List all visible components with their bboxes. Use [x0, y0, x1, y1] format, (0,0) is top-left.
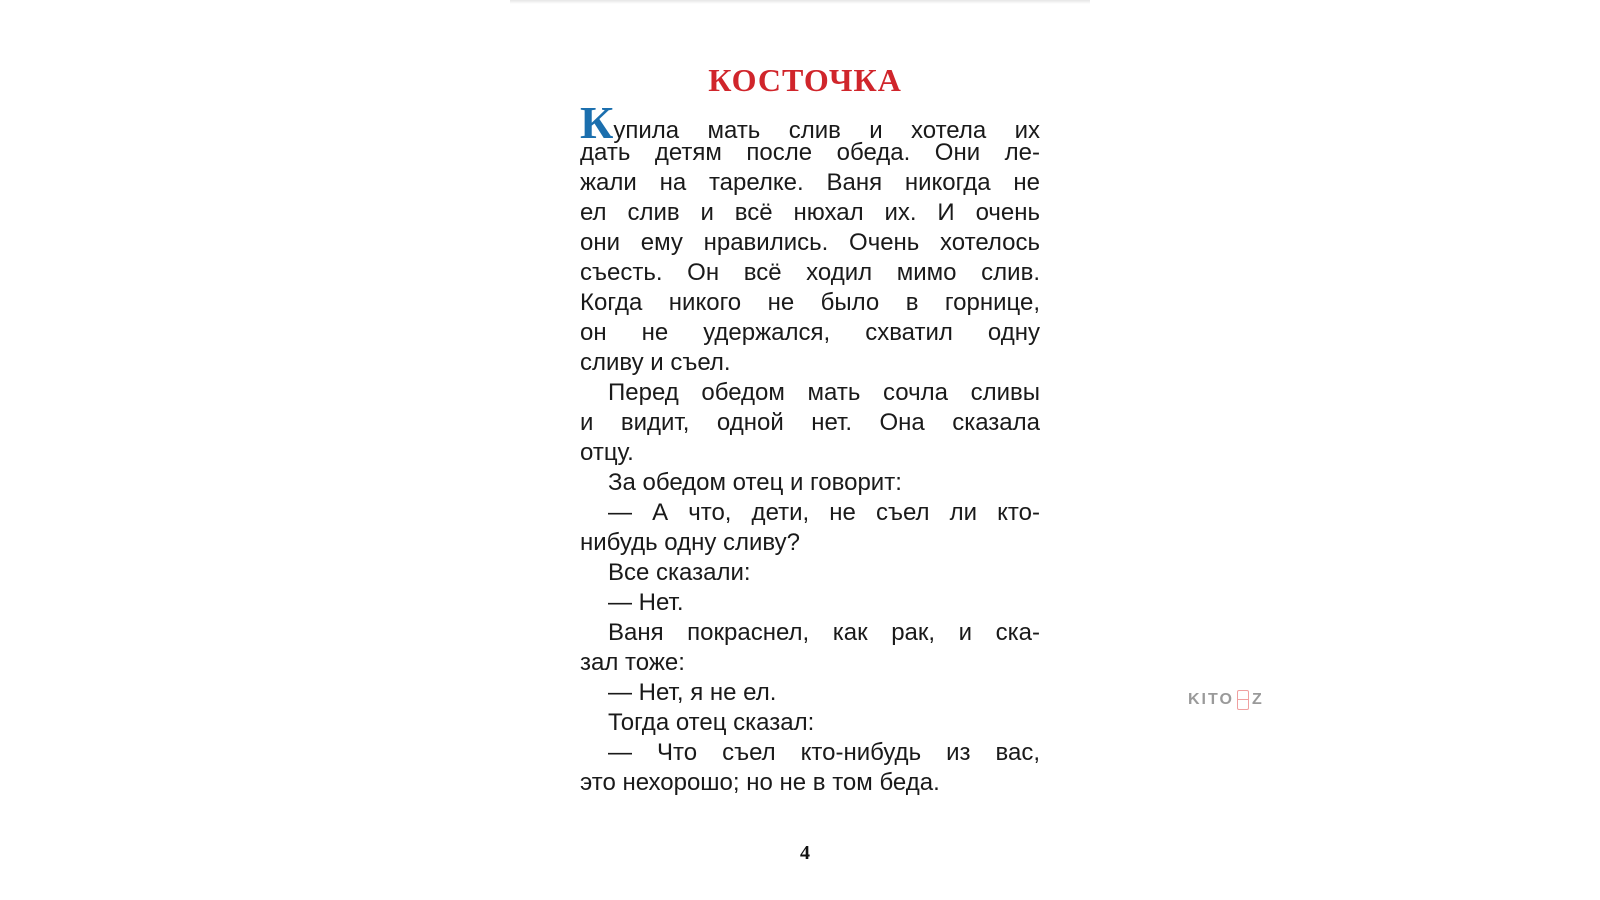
text-line: он не удержался, схватил одну — [580, 319, 1040, 346]
page-top-edge — [510, 0, 1090, 4]
text-line: нибудь одну сливу? — [580, 529, 800, 556]
text-line: Ваня покраснел, как рак, и ска- — [608, 619, 1040, 646]
text-line: Тогда отец сказал: — [608, 709, 815, 736]
page-number: 4 — [800, 842, 810, 864]
text-line: сливу и съел. — [580, 349, 731, 376]
drop-cap-letter: К — [580, 97, 614, 148]
text-line: отцу. — [580, 439, 634, 466]
watermark-prefix: KITO — [1188, 691, 1234, 708]
text-line: они ему нравились. Очень хотелось — [580, 229, 1040, 256]
text-line: дать детям после обеда. Они ле- — [580, 139, 1040, 166]
story-text — [580, 97, 1040, 798]
text-line-1 — [580, 97, 1040, 148]
text-line: ел слив и всё нюхал их. И очень — [580, 199, 1040, 226]
text-line: — Нет. — [608, 589, 684, 616]
story-title: КОСТОЧКА — [708, 62, 902, 98]
text-line: — А что, дети, не съел ли кто- — [608, 499, 1040, 526]
line-text: упила мать слив и хотела их — [613, 117, 1040, 144]
text-line: и видит, одной нет. Она сказала — [580, 409, 1040, 436]
text-line: — Что съел кто-нибудь из вас, — [608, 739, 1040, 766]
text-line: Когда никого не было в горнице, — [580, 289, 1040, 316]
text-line: Перед обедом мать сочла сливы — [608, 379, 1040, 406]
text-line: это нехорошо; но не в том беда. — [580, 769, 940, 796]
text-line: — Нет, я не ел. — [608, 679, 777, 706]
text-line: съесть. Он всё ходил мимо слив. — [580, 259, 1040, 286]
text-line: За обедом отец и говорит: — [608, 469, 902, 496]
text-line: Все сказали: — [608, 559, 751, 586]
text-line: жали на тарелке. Ваня никогда не — [580, 169, 1040, 196]
watermark-suffix: Z — [1251, 691, 1264, 708]
book-icon — [1237, 690, 1249, 710]
watermark-logo — [1188, 690, 1264, 710]
text-line: зал тоже: — [580, 649, 685, 676]
